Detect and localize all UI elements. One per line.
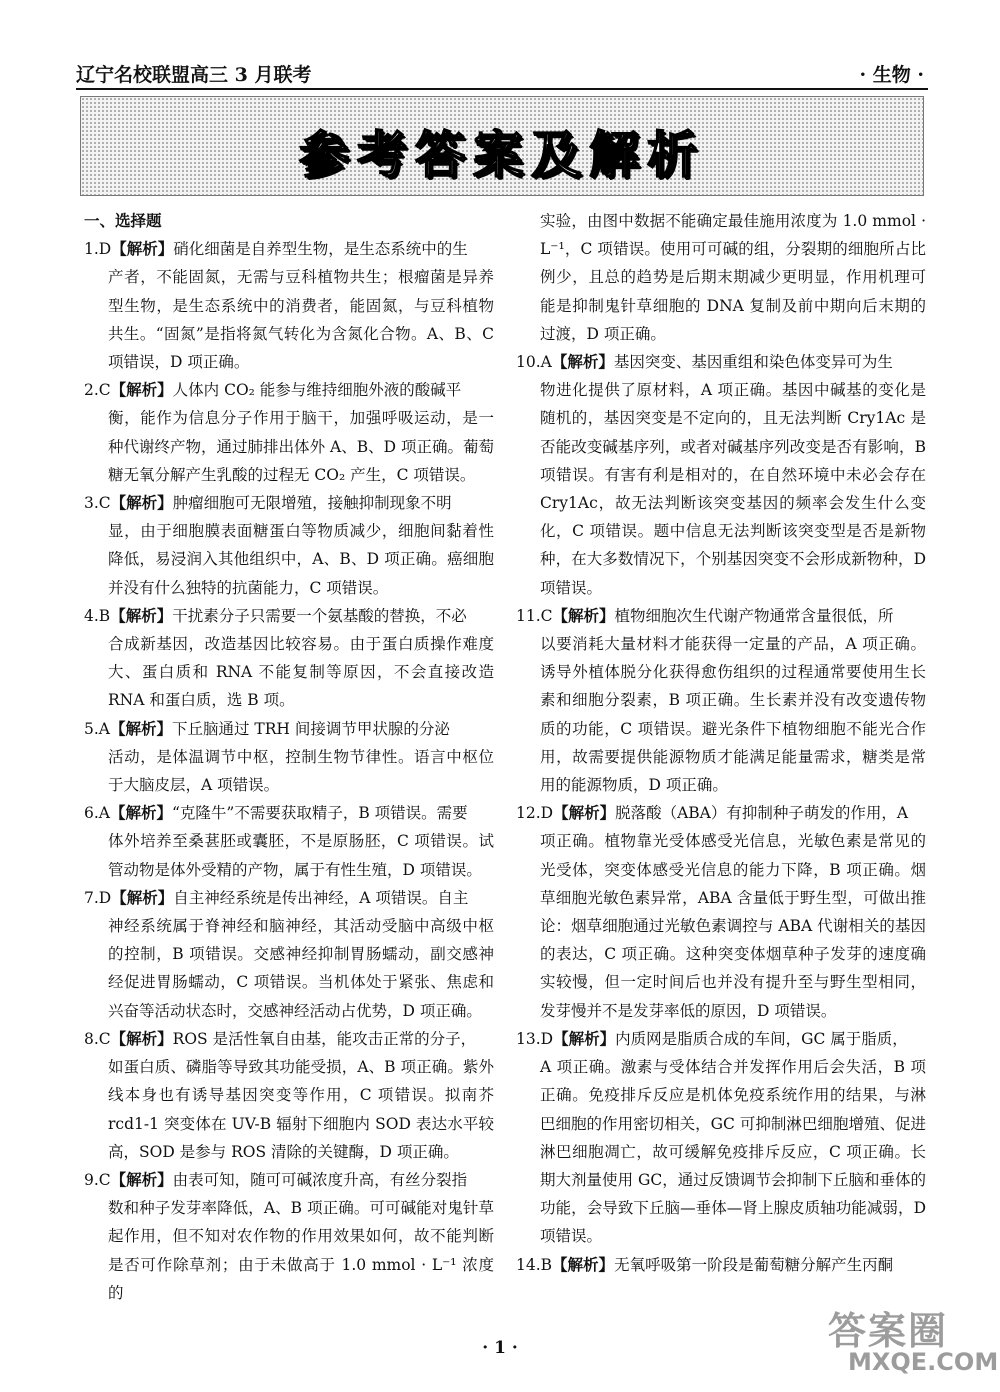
analysis-tag: 【解析】	[111, 239, 174, 259]
answer-item	[84, 376, 494, 489]
answer-text: 内质网是脂质合成的车间，GC 属于脂质，	[615, 1029, 908, 1048]
answer-item	[84, 235, 494, 376]
analysis-tag: 【解析】	[109, 803, 172, 823]
answer-text-continued: 显，由于细胞膜表面糖蛋白等物质减少，细胞间黏着性降低，易浸润入其他组织中，A、B、D 项正确。癌细胞并没有什么独特的抗菌能力，C 项错误。	[108, 522, 494, 597]
answer-item	[516, 602, 926, 799]
answer-text: ROS 是活性氧自由基，能攻击正常的分子，	[172, 1029, 477, 1048]
right-column	[516, 207, 926, 1279]
answer-item	[84, 489, 494, 602]
answer-item	[84, 1025, 494, 1166]
answer-text: 人体内 CO₂ 能参与维持细胞外液的酸碱平	[172, 381, 462, 400]
analysis-tag: 【解析】	[111, 887, 174, 907]
answer-text-continued: 活动，是体温调节中枢，控制生物节律性。语言中枢位于大脑皮层，A 项错误。	[108, 747, 494, 795]
answer-text: 干扰素分子只需要一个氨基酸的替换，不必	[172, 606, 467, 625]
analysis-tag: 【解析】	[552, 605, 615, 625]
logo-text: 答案圈	[828, 1309, 949, 1353]
answer-text-continued: A 项正确。激素与受体结合并发挥作用后会失活，B 项正确。免疫排斥反应是机体免疫系统作用的结果，与淋巴细胞的作用密切相关，GC 可抑制淋巴细胞增殖、促进淋巴细胞凋亡，故可缓解免疫排斥反应，C 项正确。长期大剂量使用 GC，通过反馈调节会抑制下丘脑和垂体的功能，会导致下丘脑—垂体—肾上腺皮质轴功能减弱，D 项错误。	[540, 1058, 926, 1246]
answer-text-continued: 以要消耗大量材料才能获得一定量的产品，A 项正确。诱导外植体脱分化获得愈伤组织的过程通常要使用生长素和细胞分裂素，B 项正确。生长素并没有改变遗传物质的功能，C 项错误。避光条件下植物细胞不能光合作用，故需要提供能源物质才能满足能量需求，糖类是常用的能源物质，D 项正确。	[540, 635, 926, 795]
analysis-tag: 【解析】	[551, 352, 614, 372]
analysis-tag: 【解析】	[553, 1028, 616, 1048]
banner-title: 参考答案及解析	[299, 126, 705, 184]
answer-text: 脱落酸（ABA）有抑制种子萌发的作用，A	[615, 804, 909, 823]
site-logo	[820, 1300, 999, 1384]
logo-domain: MXQE.COM	[848, 1348, 999, 1376]
answer-text-continued: 数和种子发芽率降低，A、B 项正确。可可碱能对鬼针草起作用，但不知对农作物的作用效果如何，故不能判断是否可作除草剂；由于未做高于 1.0 mmol · L⁻¹ 浓度的	[108, 1199, 494, 1302]
answer-item	[516, 1025, 926, 1251]
answer-text-continued: 如蛋白质、磷脂等导致其功能受损，A、B 项正确。紫外线本身也有诱导基因突变等作用，C 项错误。拟南芥 rcd1-1 突变体在 UV-B 辐射下细胞内 SOD 表达水平较高，SOD 是参与 ROS 清除的关键酶，D 项正确。	[108, 1058, 494, 1161]
answer-number: 7.D	[84, 888, 112, 907]
answer-number: 9.C	[84, 1170, 111, 1189]
answer-text: 由表可知，随可可碱浓度升高，有丝分裂指	[172, 1170, 468, 1189]
answer-text: 肿瘤细胞可无限增殖，接触抑制现象不明	[172, 494, 452, 513]
answer-text: “克隆牛”不需要获取精子，B 项错误。需要	[172, 804, 468, 823]
title-banner	[80, 96, 924, 196]
analysis-tag: 【解析】	[109, 718, 172, 738]
answer-number: 2.C	[84, 381, 111, 400]
answer-item	[516, 348, 926, 602]
answer-text: 下丘脑通过 TRH 间接调节甲状腺的分泌	[172, 719, 450, 738]
analysis-tag: 【解析】	[110, 493, 173, 513]
answer-continuation	[516, 207, 926, 348]
answer-text-continued: 项正确。植物靠光受体感受光信息，光敏色素是常见的光受体，突变体感受光信息的能力下降，B 项正确。烟草细胞光敏色素异常，ABA 含量低于野生型，可做出推论：烟草细胞通过光敏色素调控与 ABA 代谢相关的基因的表达，C 项正确。这种突变体烟草种子发芽的速度确实较慢，但一定时间后也并没有提升至与野生型相同，发芽慢并不是发芽率低的原因，D 项错误。	[540, 832, 926, 1020]
answer-number: 12.D	[516, 804, 554, 823]
analysis-tag: 【解析】	[553, 803, 616, 823]
answer-text: 硝化细菌是自养型生物，是生态系统中的生	[173, 240, 468, 259]
analysis-tag: 【解析】	[552, 1254, 615, 1274]
answer-text: 自主神经系统是传出神经，A 项错误。自主	[173, 888, 469, 907]
answer-text: 植物细胞次生代谢产物通常含量很低，所	[614, 606, 894, 625]
answer-number: 3.C	[84, 494, 111, 513]
answer-item	[84, 715, 494, 800]
exam-title: 辽宁名校联盟高三 3 月联考	[76, 64, 312, 86]
answer-text-continued: 合成新基因，改造基因比较容易。由于蛋白质操作难度大、蛋白质和 RNA 不能复制等原因，不会直接改造 RNA 和蛋白质，选 B 项。	[108, 635, 494, 710]
analysis-tag: 【解析】	[110, 1169, 173, 1189]
answer-text-continued: 体外培养至桑葚胚或囊胚，不是原肠胚，C 项错误。试管动物是体外受精的产物，属于有性生殖，D 项错误。	[108, 832, 494, 879]
answer-text-continued: 物进化提供了原材料，A 项正确。基因中碱基的变化是随机的，基因突变是不定向的，且无法判断 Cry1Ac 是否能改变碱基序列，或者对碱基序列改变是否有影响，B 项错误。有害有利是相对的，在自然环境中未必会存在 Cry1Ac，故无法判断该突变基因的频率会发生什么变化，C 项错误。题中信息无法判断该突变型是否是新物种，在大多数情况下，个别基因突变不会形成新物种，D 项错误。	[540, 381, 926, 597]
answer-number: 6.A	[84, 804, 110, 823]
answer-number: 13.D	[516, 1029, 554, 1048]
section-title: 一、选择题	[84, 211, 162, 230]
answer-number: 1.D	[84, 240, 112, 259]
continuation-text: 实验，由图中数据不能确定最佳施用浓度为 1.0 mmol · L⁻¹，C 项错误。使用可可碱的组，分裂期的细胞所占比例少，且总的趋势是后期末期减少更明显，作用机理可能是抑制鬼针草细胞的 DNA 复制及前中期向后末期的过渡，D 项正确。	[540, 212, 926, 343]
answer-text-continued: 衡，能作为信息分子作用于脑干，加强呼吸运动，是一种代谢终产物，通过肺排出体外 A、B、D 项正确。葡萄糖无氧分解产生乳酸的过程无 CO₂ 产生，C 项错误。	[108, 409, 494, 484]
analysis-tag: 【解析】	[110, 605, 173, 625]
answer-text-continued: 神经系统属于脊神经和脑神经，其活动受脑中高级中枢的控制，B 项错误。交感神经抑制胃肠蠕动，副交感神经促进胃肠蠕动，C 项错误。当机体处于紧张、焦虑和兴奋等活动状态时，交感神经活动占优势，D 项正确。	[108, 917, 494, 1020]
answer-item	[84, 602, 494, 715]
subject-label: · 生物 ·	[859, 64, 924, 86]
answer-item	[84, 1166, 494, 1307]
answer-text-continued: 产者，不能固氮，无需与豆科植物共生；根瘤菌是异养型生物，是生态系统中的消费者，能固氮，与豆科植物共生。“固氮”是指将氮气转化为含氮化合物。A、B、C 项错误，D 项正确。	[108, 268, 494, 372]
answer-number: 14.B	[516, 1255, 553, 1274]
answer-item	[84, 884, 494, 1025]
answer-number: 4.B	[84, 606, 111, 625]
answer-number: 5.A	[84, 719, 110, 738]
left-column	[84, 207, 494, 1307]
answer-number: 10.A	[516, 353, 552, 372]
answer-item	[516, 799, 926, 1025]
answer-item	[516, 1251, 926, 1279]
analysis-tag: 【解析】	[110, 380, 173, 400]
page-header	[76, 58, 928, 90]
page-number: · 1 ·	[482, 1338, 518, 1358]
answer-number: 11.C	[516, 606, 553, 625]
answer-item	[84, 799, 494, 884]
answer-number: 8.C	[84, 1029, 111, 1048]
answer-text: 基因突变、基因重组和染色体变异可为生	[613, 353, 893, 372]
analysis-tag: 【解析】	[110, 1028, 173, 1048]
answer-text: 无氧呼吸第一阶段是葡萄糖分解产生丙酮	[614, 1255, 894, 1274]
